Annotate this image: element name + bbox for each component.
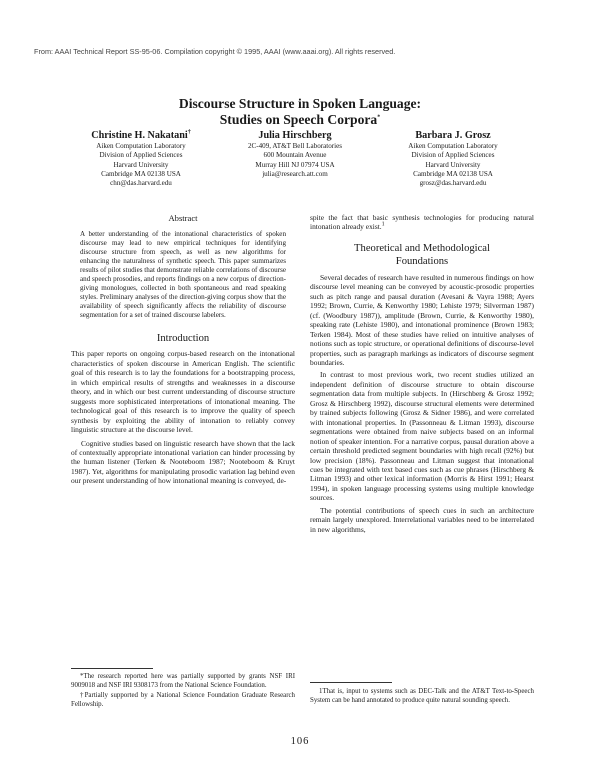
title-line-2: Studies on Speech Corpora* (219, 112, 381, 127)
footnote-rule-right (310, 682, 392, 683)
affiliation-line: Cambridge MA 02138 USA (101, 169, 181, 178)
author-email: grosz@das.harvard.edu (419, 179, 487, 188)
body-paragraph-3: The potential contributions of speech cues in such an architecture remain largely unexplored. Interrelational variables need to be interrelated in new algorithms, (310, 505, 534, 534)
footnote-mark: 1 (381, 221, 385, 228)
affiliation-line: 600 Mountain Avenue (263, 151, 327, 160)
paper-title (0, 96, 600, 128)
right-column (310, 213, 534, 534)
author-name: Julia Hirschberg (258, 130, 332, 141)
right-footnotes (310, 688, 534, 705)
affiliation-line: Murray Hill NJ 07974 USA (255, 160, 335, 169)
footnote: 1That is, input to systems such as DEC-Talk and the AT&T Text-to-Speech System can be hand annotated to produce quite natural sounding speech. (310, 688, 534, 704)
footnote: *The research reported here was partially supported by grants NSF IRI 9009018 and NSF IRI 9308173 from the National Science Foundation. (71, 673, 295, 689)
author-block-3 (372, 130, 534, 188)
affiliation-line: Aiken Computation Laboratory (408, 142, 498, 150)
author-email: chn@das.harvard.edu (110, 179, 172, 188)
body-paragraph-1: Several decades of research have resulted in numerous findings on how discourse level meaning can be conveyed by acoustic-prosodic properties such as pitch range and pausal duration (Avesani & Vayra 1988; Ayers 1992; Brown, Currie, & Kenworthy 1980; Lehiste 1979; Silverman 1987) (cf. (Woodbury 1987)), amplitude (Brown, Currie, & Kenworthy 1980), speaking rate (Lehiste 1980), and intonational prominence (Brown 1983; Terken 1984). Most of these studies have relied on intuitive analyses of notions such as topic structure, or operational definitions of discourse-level properties, such as paragraph markings as indicators of discourse segment boundaries. (310, 272, 534, 367)
abstract-heading: Abstract (168, 213, 198, 223)
left-column (71, 213, 295, 486)
author-email: julia@research.att.com (262, 169, 328, 178)
author-name: Christine H. Nakatani† (91, 129, 191, 141)
page-number: 106 (290, 736, 310, 747)
affiliation-line: Aiken Computation Laboratory (96, 142, 186, 150)
title-line-1: Discourse Structure in Spoken Language: (178, 96, 422, 111)
section-heading-line-1: Theoretical and Methodological (354, 242, 490, 254)
introduction-heading: Introduction (156, 333, 210, 345)
copyright-header: From: AAAI Technical Report SS-95-06. Compilation copyright © 1995, AAAI (www.aaai.org). All rights reserved. (34, 47, 396, 56)
author-name: Barbara J. Grosz (415, 130, 491, 141)
affiliation-line: Division of Applied Sciences (99, 151, 183, 160)
intro-paragraph-2: Cognitive studies based on linguistic research have shown that the lack of contextually appropriate intonational variation can hinder processing by the human listener (Terken & Nooteboom 1987; Nooteboom & Kruyt 1987). Yet, algorithms for manipulating prosodic variation lag behind even our present understanding of how intonational meaning is conveyed, de- (71, 438, 295, 486)
author-block-2 (220, 130, 370, 179)
author-block-1 (66, 130, 216, 188)
affiliation-line: 2C-409, AT&T Bell Laboratories (247, 142, 343, 150)
affiliation-line: Harvard University (113, 160, 169, 169)
affiliation-line: Division of Applied Sciences (411, 151, 495, 160)
footnote-rule-left (71, 668, 153, 669)
footnote: †Partially supported by a National Science Foundation Graduate Research Fellowship. (71, 692, 295, 708)
body-paragraph-2: In contrast to most previous work, two recent studies utilized an independent definition of discourse structure to obtain discourse segmentation data from multiple subjects. In (Hirschberg & Grosz 1992; Grosz & Hirschberg 1992), discourse structural elements were determined by trained subjects following (Grosz & Sidner 1986), and were correlated with intonational properties. In (Passonneau & Litman 1993), discourse segmentations were obtained from naive subjects based on an informal notion of speaker intention. For a narrative corpus, pausal duration above a certain threshold predicted segment boundaries with high recall (92%) but low precision (18%). Passonneau and Litman suggest that intonational cues be integrated with text based cues such as cue phrases (Hirschberg & Litman 1993) and other lexical information (Morris & Hirst 1991; Hearst 1994), in spoken language processing systems using multiple knowledge sources. (310, 370, 534, 503)
abstract-body (80, 230, 286, 320)
continuation-paragraph: spite the fact that basic synthesis technologies for producing natural intonation already exist.$^1$ (310, 213, 534, 232)
affiliation-line: Harvard University (425, 160, 481, 169)
section-heading-line-2: Foundations (395, 255, 449, 267)
author-footnote-mark: † (187, 129, 191, 136)
title-footnote-mark: * (377, 114, 381, 121)
abstract-text: A better understanding of the intonational characteristics of spoken discourse may lead to new empirical techniques for identifying discourse structure from speech, as well as new algorithms for enhancing the naturalness of synthetic speech. This paper summarizes results of pilot studies that demonstrate reliable correlations of discourse and speech prosodies, and reports findings on a new corpus of direction-giving monologues, collected in both spontaneous and read speaking styles. Preliminary analyses of the direction-giving corpus show that the availability of speech significantly affects the reliability of discourse segmentation for a set of trained discourse labelers. (80, 230, 286, 320)
left-footnotes (71, 673, 295, 709)
intro-paragraph-1: This paper reports on ongoing corpus-based research on the intonational characteristics of spoken discourse in American English. The scientific goal of this research is to lay the foundations for a bootstrapping process, in which empirical results of strengths and weaknesses in a discourse theory, and in which our best current understanding of discourse structure suggests more sophisticated interpretations of intonational meaning. The technological goal of this research is to improve the quality of speech synthesis by exploiting the ability of intonation to reliably convey linguistic structure at the discourse level. (71, 349, 295, 435)
affiliation-line: Cambridge MA 02138 USA (413, 169, 493, 178)
